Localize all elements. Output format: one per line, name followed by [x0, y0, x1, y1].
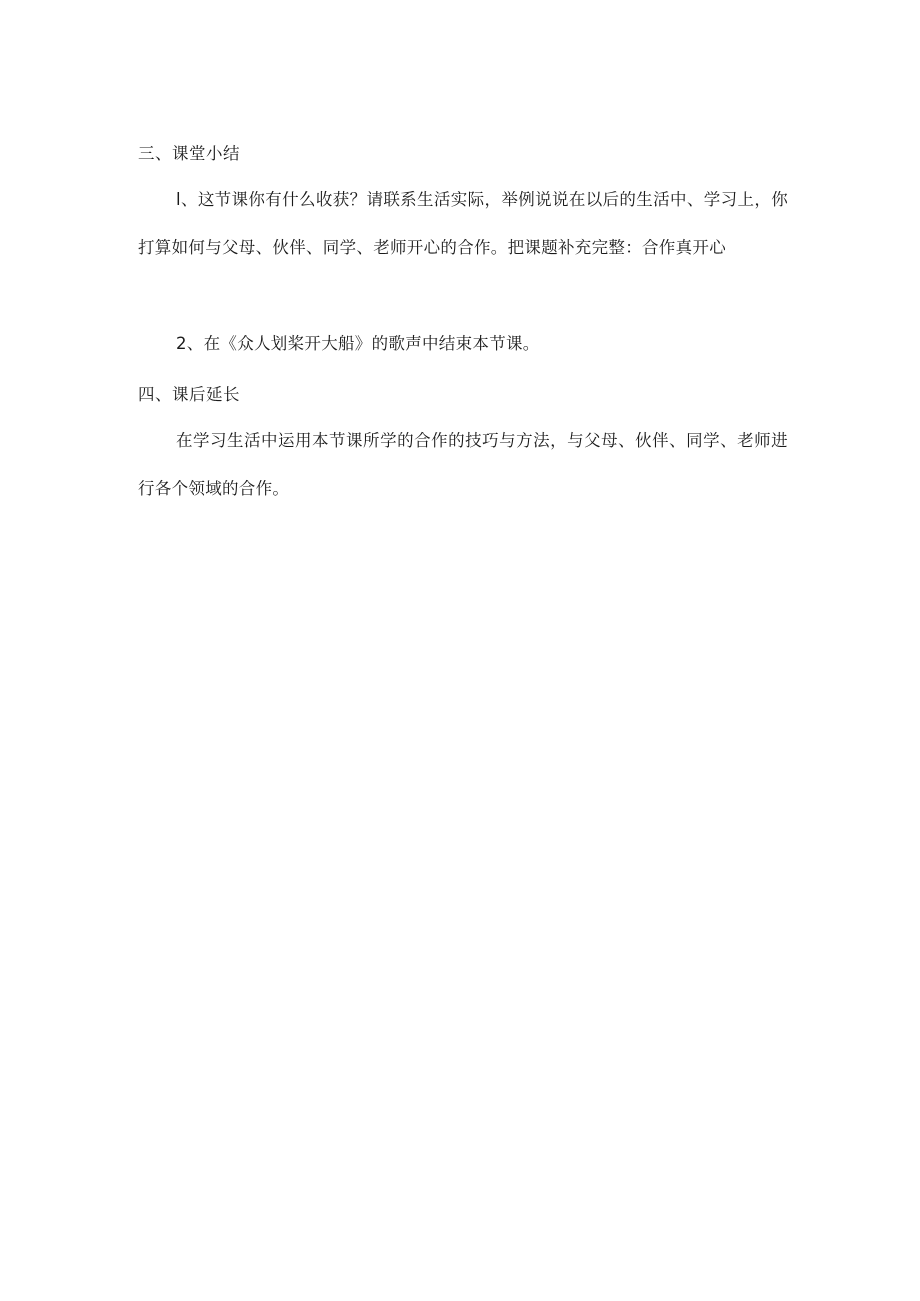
section-heading-extension: 四、课后延长	[138, 385, 240, 404]
summary-item-1: l、这节课你有什么收获？请联系生活实际，举例说说在以后的生活中、学习上，你打算如何与父母、伙伴、同学、老师开心的合作。把课题补充完整：合作真开心	[138, 190, 788, 257]
summary-item-2: 2、在《众人划桨开大船》的歌声中结束本节课。	[176, 334, 540, 353]
extension-paragraph: 在学习生活中运用本节课所学的合作的技巧与方法，与父母、伙伴、同学、老师进行各个领域的合作。	[138, 431, 788, 498]
section-heading-summary: 三、课堂小结	[138, 144, 240, 163]
